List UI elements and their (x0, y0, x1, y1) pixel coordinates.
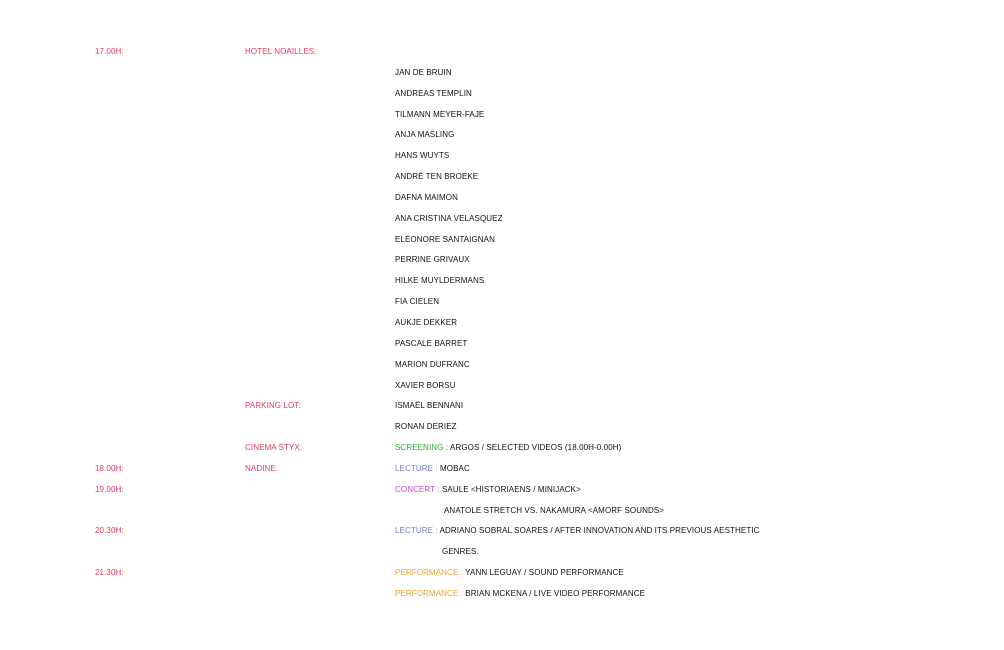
venue-label: CINEMA STYX: (245, 443, 303, 453)
event-type-label: SCREENING (395, 443, 444, 453)
schedule-row (0, 47, 1004, 68)
event-entry (395, 526, 760, 535)
event-entry (395, 589, 645, 598)
event-continuation: ANATOLE STRETCH VS. NAKAMURA <AMORF SOUNDS> (444, 505, 665, 515)
schedule-row (0, 130, 1004, 151)
time-label: 20.30H: (95, 526, 124, 536)
artist-name: RONAN DERIEZ (395, 422, 457, 432)
artist-name: TILMANN MEYER-FAJE (395, 109, 485, 119)
artist-name: ANJA MASLING (395, 130, 455, 140)
schedule-row (0, 568, 1004, 589)
venue-label: NADINE: (245, 463, 279, 473)
artist-name: ANDRÉ TEN BROEKE (395, 172, 479, 182)
artist-name: ANA CRISTINA VELASQUEZ (395, 213, 503, 223)
schedule-row (0, 526, 1004, 547)
event-entry (395, 568, 624, 577)
time-label: 18.00H: (95, 463, 124, 473)
artist-name: XAVIER BORSU (395, 380, 456, 390)
artist-name: ANDREAS TEMPLIN (395, 88, 472, 98)
artist-name: JAN DE BRUIN (395, 67, 452, 77)
time-label: 19.00H: (95, 484, 124, 494)
schedule-row (0, 318, 1004, 339)
time-label: 17.00H: (95, 47, 124, 56)
event-description: ARGOS / SELECTED VIDEOS (18.00H-0.00H) (448, 443, 622, 453)
artist-name: ELÉONORE SANTAIGNAN (395, 234, 495, 244)
schedule-row (0, 214, 1004, 235)
schedule-row (0, 443, 1004, 464)
event-description: ADRIANO SOBRAL SOARES / AFTER INNOVATION AND ITS PREVIOUS AESTHETIC (437, 526, 760, 536)
venue-label: HOTEL NOAILLES: (245, 47, 317, 56)
schedule-row (0, 297, 1004, 318)
schedule-row (0, 401, 1004, 422)
event-separator: : (458, 588, 463, 598)
event-separator: : (443, 443, 449, 453)
schedule-row (0, 172, 1004, 193)
schedule-row (0, 110, 1004, 131)
schedule-row (0, 89, 1004, 110)
time-label: 21.30H: (95, 568, 124, 578)
event-type-label: CONCERT (395, 484, 435, 494)
schedule-row (0, 235, 1004, 256)
event-continuation: GENRES. (442, 547, 479, 557)
event-entry (395, 464, 470, 473)
schedule-row (0, 339, 1004, 360)
event-separator: : (433, 463, 438, 473)
schedule-row (0, 547, 1004, 568)
artist-name: ISMAËL BENNANI (395, 401, 464, 411)
schedule-row (0, 464, 1004, 485)
schedule-row (0, 193, 1004, 214)
schedule-row (0, 485, 1004, 506)
schedule-row (0, 360, 1004, 381)
venue-label: PARKING LOT: (245, 401, 301, 411)
event-entry (395, 443, 621, 452)
schedule-row (0, 381, 1004, 402)
event-separator: : (433, 526, 438, 536)
event-separator: : (458, 568, 463, 578)
event-entry (395, 485, 581, 494)
artist-name: DAFNA MAIMON (395, 192, 458, 202)
event-description: SAULE <HISTORIAENS / MINIJACK> (439, 484, 581, 494)
artist-name: AUKJE DEKKER (395, 317, 458, 327)
event-type-label: PERFORMANCE (395, 588, 459, 598)
artist-name: HANS WUYTS (395, 151, 450, 161)
artist-name: PERRINE GRIVAUX (395, 255, 470, 265)
artist-name: FIA CIELEN (395, 297, 440, 307)
schedule-row (0, 422, 1004, 443)
event-description: YANN LEGUAY / SOUND PERFORMANCE (462, 568, 624, 578)
schedule-row (0, 589, 1004, 610)
event-description: BRIAN MCKENA / LIVE VIDEO PERFORMANCE (462, 588, 646, 598)
artist-name: PASCALE BARRET (395, 338, 468, 348)
schedule-row (0, 68, 1004, 89)
artist-name: MARION DUFRANC (395, 359, 470, 369)
schedule-row (0, 276, 1004, 297)
schedule-row (0, 151, 1004, 172)
schedule-row (0, 506, 1004, 527)
event-type-label: PERFORMANCE (395, 568, 459, 578)
event-type-label: LECTURE (395, 526, 434, 536)
event-separator: : (434, 484, 440, 494)
event-description: MOBAC (437, 463, 470, 473)
event-type-label: LECTURE (395, 463, 434, 473)
artist-name: HILKE MUYLDERMANS (395, 276, 485, 286)
schedule-row (0, 255, 1004, 276)
schedule (0, 47, 1004, 610)
